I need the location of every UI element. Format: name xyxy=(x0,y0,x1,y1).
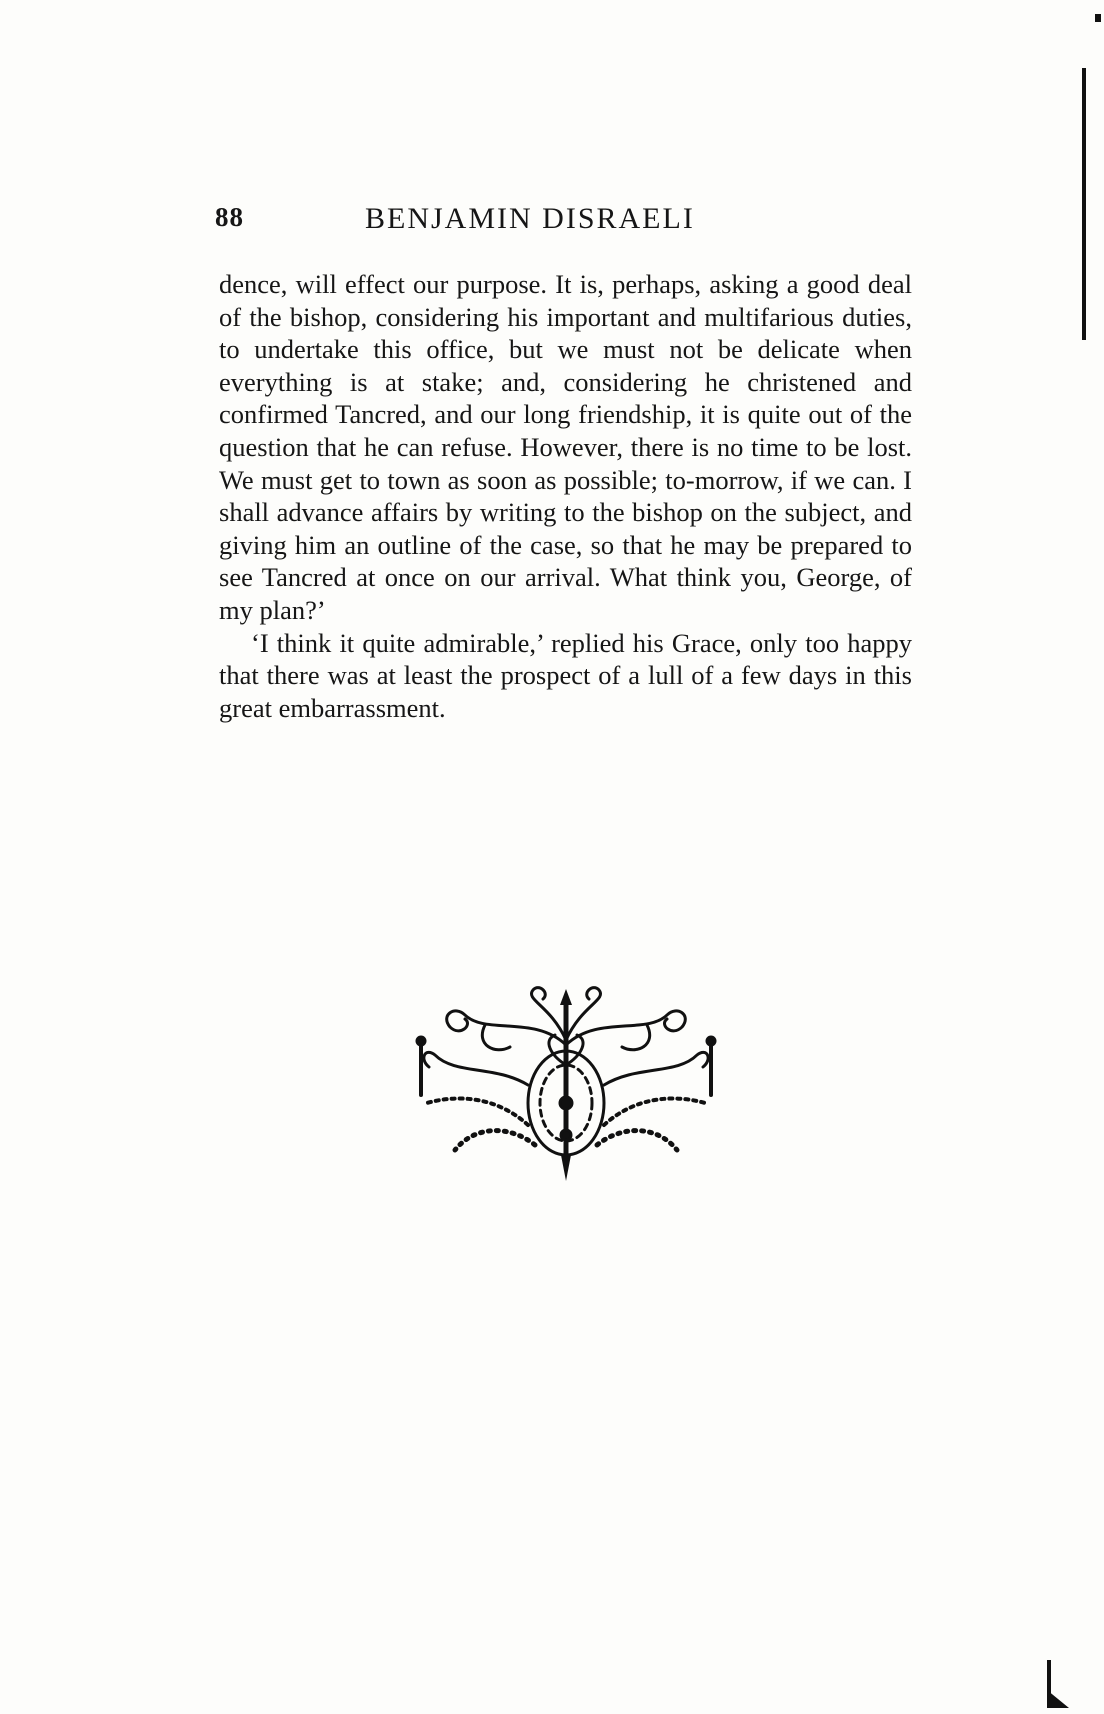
paragraph-continued: dence, will effect our purpose. It is, perhaps, asking a good deal of the bishop, considering his important and multifarious duties, to undertake this office, but we must not be delicate when everything is at stake; and, considering he christened and confirmed Tancred, and our long friendship, it is quite out of the question that he can refuse. However, there is no time to be lost. We must get to town as soon as possible; to-morrow, if we can. I shall advance affairs by writing to the bishop on the subject, and giving him an outline of the case, so that he may be prepared to see Tancred at once on our arrival. What think you, George, of my plan?’ xyxy=(219,269,912,625)
scan-edge-mark-side xyxy=(1082,68,1086,340)
running-title: BENJAMIN DISRAELI xyxy=(365,202,695,235)
body-text xyxy=(219,268,912,724)
paragraph-reply: ‘I think it quite admirable,’ replied his Grace, only too happy that there was at least the prospect of a lull of a few days in this great embarrassment. xyxy=(219,627,912,723)
floral-tailpiece-ornament-icon xyxy=(415,985,717,1185)
page-number: 88 xyxy=(215,202,244,232)
running-head xyxy=(215,202,915,242)
scan-edge-mark-top xyxy=(1095,14,1101,22)
